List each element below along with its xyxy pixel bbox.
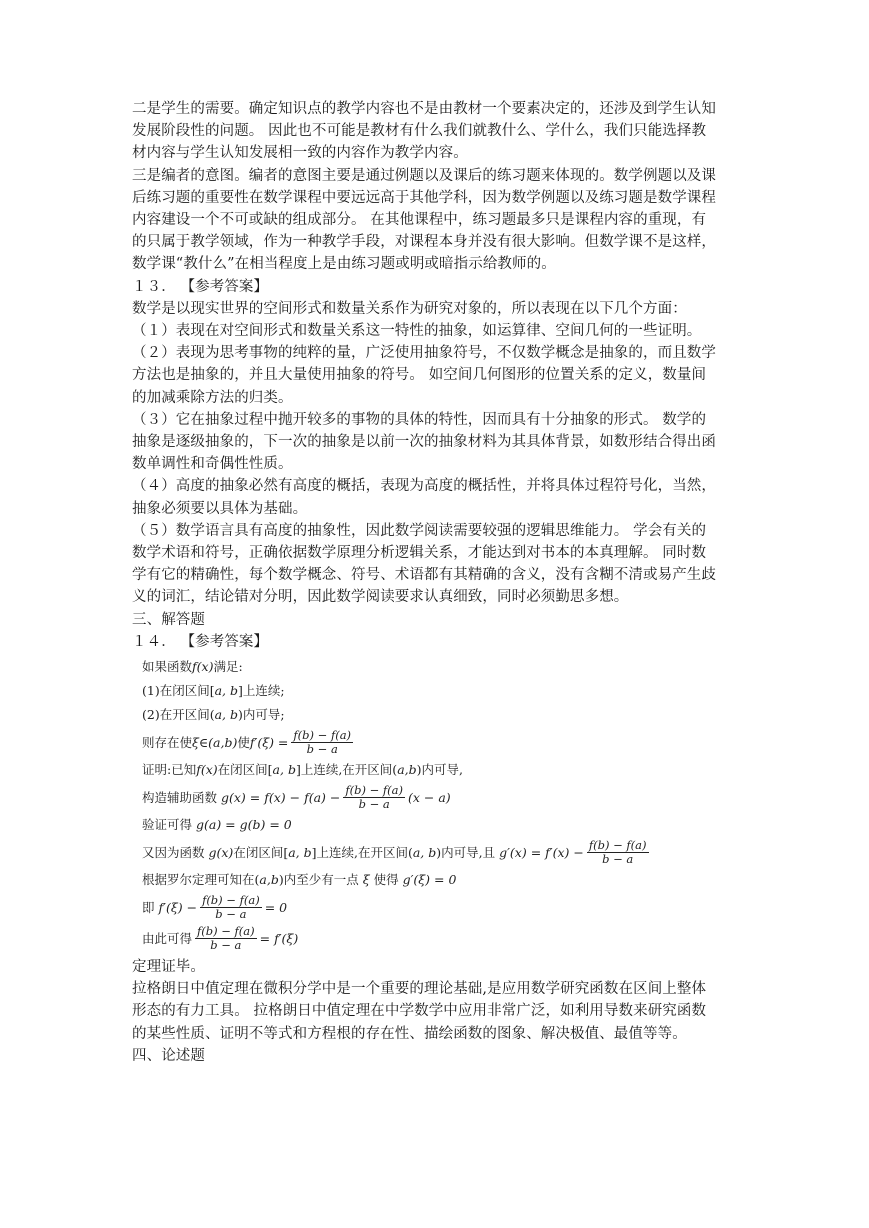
math-line: 验证可得 g(a) = g(b) = 0 (142, 817, 292, 833)
math-line: 证明:已知 f(x) 在闭区间[ a, b ]上连续,在开区间( a,b )内可导, (142, 762, 463, 778)
answer-paragraphs (132, 98, 738, 653)
text-line: 形态的有力工具。 拉格朗日中值定理在中学数学中应用非常广泛，如利用导数来研究函数 (132, 1003, 707, 1020)
question-14-heading: １４． 【参考答案】 (132, 633, 269, 650)
text-line: 义的词汇，结论错对分明，因此数学阅读要求认真细致，同时必须勤思多想。 (132, 589, 629, 606)
text-line: 抽象是逐级抽象的，下一次的抽象是以前一次的抽象材料为其具体背景，如数形结合得出函 (132, 434, 716, 451)
text-line: 拉格朗日中值定理在微积分学中是一个重要的理论基础,是应用数学研究函数在区间上整体 (132, 981, 707, 998)
text-line: 定理证毕。 (132, 959, 205, 976)
math-proof-block (142, 657, 738, 952)
text-line: 数学课“教什么”在相当程度上是由练习题或明或暗指示给教师的。 (132, 256, 556, 273)
text-line: 的某些性质、证明不等式和方程根的存在性、描绘函数的图象、解决极值、最值等等。 (132, 1025, 687, 1042)
fraction: $\frac{f(b) - f(a)}{b - a}$ (197, 924, 255, 953)
fraction: $\frac{f(b) - f(a)}{b - a}$ (293, 728, 352, 757)
text-line: 方法也是抽象的，并且大量使用抽象的符号。 如空间几何图形的位置关系的定义，数量间 (132, 367, 707, 384)
math-line: 即 f′(ξ) − $\frac{f(b) - f(a)}{b - a}$ = 0 (142, 893, 288, 922)
fraction: $\frac{f(b) - f(a)}{b - a}$ (345, 783, 403, 812)
text-line: （５）数学语言具有高度的抽象性，因此数学阅读需要较强的逻辑思维能力。 学会有关的 (132, 522, 707, 539)
text-line: 数学术语和符号，正确依据数学原理分析逻辑关系，才能达到对书本的本真理解。 同时数 (132, 545, 707, 562)
text-line: 数学是以现实世界的空间形式和数量关系作为研究对象的，所以表现在以下几个方面： (132, 300, 687, 317)
fraction: $\frac{f(b) - f(a)}{b - a}$ (588, 838, 647, 867)
math-line: (1)在闭区间[ a, b ]上连续; (142, 683, 285, 699)
text-line: 二是学生的需要。确定知识点的教学内容也不是由教材一个要素决定的，还涉及到学生认知 (132, 101, 716, 117)
text-line: （３）它在抽象过程中抛开较多的事物的具体的特性，因而具有十分抽象的形式。 数学的 (132, 411, 707, 428)
text-line: 三是编者的意图。编者的意图主要是通过例题以及课后的练习题来体现的。数学例题以及课 (132, 167, 716, 184)
fraction: $\frac{f(b) - f(a)}{b - a}$ (202, 893, 260, 922)
text-line: 的只属于教学领域，作为一种教学手段，对课程本身并没有很大影响。但数学课不是这样， (132, 234, 716, 251)
text-line: （４）高度的抽象必然有高度的概括，表现为高度的概括性，并将具体过程符号化，当然， (132, 478, 716, 495)
math-line: 根据罗尔定理可知在( a,b )内至少有一点 ξ 使得 g′(ξ) = 0 (142, 872, 457, 888)
text-line: 学有它的精确性，每个数学概念、符号、术语都有其精确的含义，没有含糊不清或易产生歧 (132, 567, 716, 584)
text-line: 内容建设一个不可或缺的组成部分。 在其他课程中，练习题最多只是课程内容的重现，有 (132, 212, 707, 229)
section-heading-3: 三、解答题 (132, 611, 205, 628)
document-page (132, 98, 738, 1067)
section-heading-4: 四、论述题 (132, 1047, 205, 1064)
math-line: (2)在开区间( a, b )内可导; (142, 707, 285, 723)
math-line: 构造辅助函数 g(x) = f(x) − f(a) − $\frac{f(b) - f(a)}{b - a}$ (x − a) (142, 783, 451, 812)
question-13-heading: １３． 【参考答案】 (132, 278, 269, 295)
math-line: 由此可得 $\frac{f(b) - f(a)}{b - a}$ = f′(ξ) (142, 924, 299, 953)
math-line: 又因为函数 g(x) 在闭区间[ a, b ]上连续,在开区间( a, b )内可导,且 g′(x) = f′(x) − $\frac{f(b) - f(a)}{b - a}$ (142, 838, 647, 867)
text-line: （１）表现在对空间形式和数量关系这一特性的抽象，如运算律、空间几何的一些证明。 (132, 323, 702, 340)
text-line: 发展阶段性的问题。 因此也不可能是教材有什么我们就教什么、学什么，我们只能选择教 (132, 123, 707, 140)
text-line: 抽象必须要以具体为基础。 (132, 500, 308, 517)
math-line: 则存在使 ξ∈(a,b) 使 f′(ξ) = $\frac{f(b) - f(a)}{b - a}$ (142, 728, 352, 757)
math-line: 如果函数 f(x) 满足: (142, 659, 243, 675)
closing-paragraphs (132, 956, 738, 1067)
text-line: 材内容与学生认知发展相一致的内容作为教学内容。 (132, 145, 468, 162)
text-line: 数单调性和奇偶性性质。 (132, 456, 293, 473)
text-line: 的加减乘除方法的归类。 (132, 389, 293, 406)
text-line: （２）表现为思考事物的纯粹的量，广泛使用抽象符号，不仅数学概念是抽象的，而且数学 (132, 345, 716, 362)
text-line: 后练习题的重要性在数学课程中要远远高于其他学科，因为数学例题以及练习题是数学课程 (132, 189, 716, 206)
